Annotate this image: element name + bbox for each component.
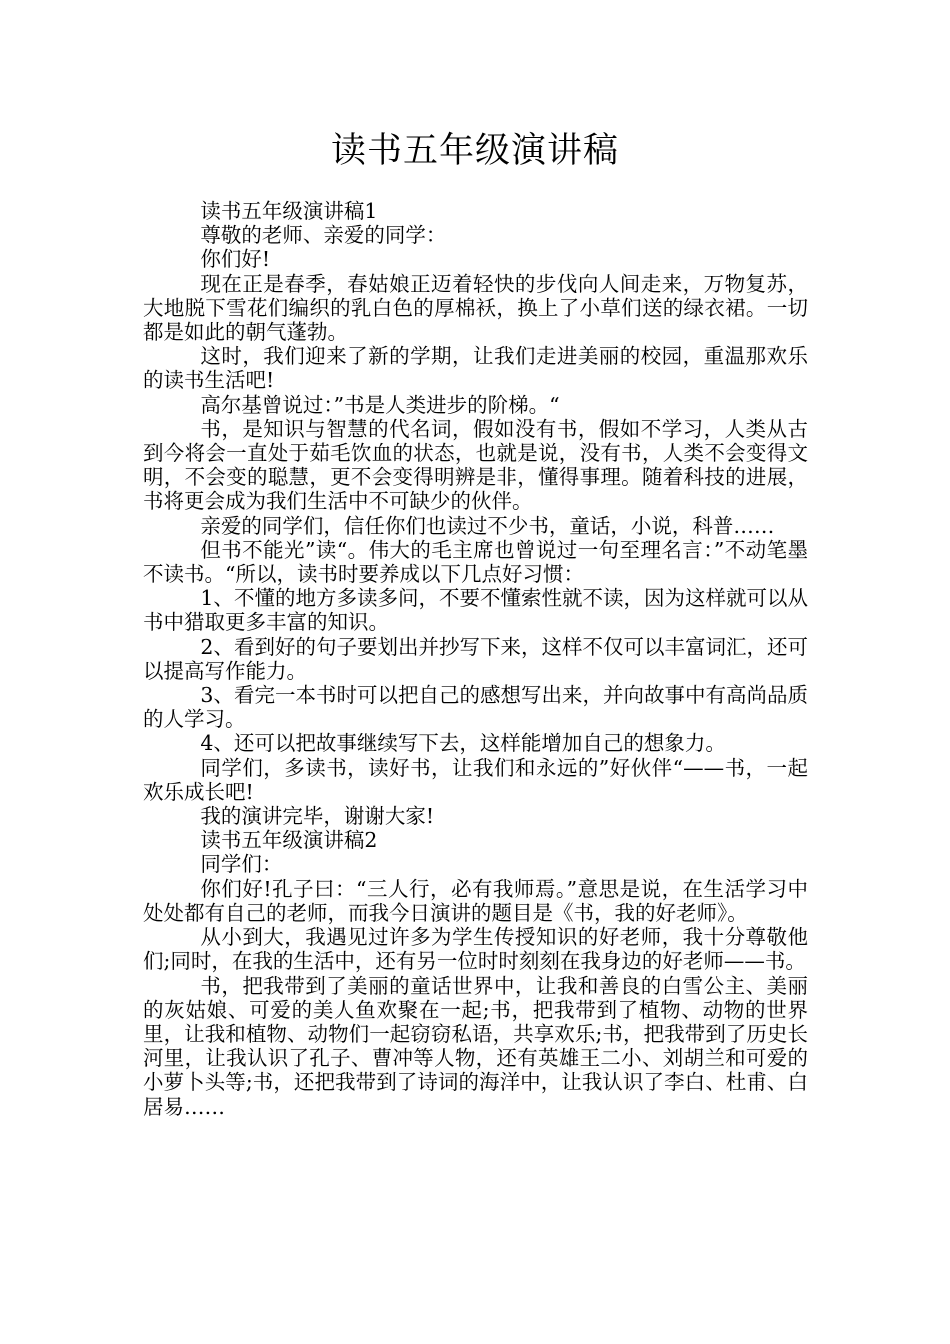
paragraph: 1、不懂的地方多读多问，不要不懂索性就不读，因为这样就可以从书中猎取更多丰富的知识。 xyxy=(143,586,808,635)
paragraph: 3、看完一本书时可以把自己的感想写出来，并向故事中有高尚品质的人学习。 xyxy=(143,683,808,732)
paragraph: 同学们： xyxy=(200,852,283,877)
paragraph: 从小到大，我遇见过许多为学生传授知识的好老师，我十分尊敬他们;同时，在我的生活中，还有另一位时时刻刻在我身边的好老师——书。 xyxy=(143,925,808,974)
paragraph: 书，是知识与智慧的代名词，假如没有书，假如不学习，人类从古到今将会一直处于茹毛饮血的状态，也就是说，没有书，人类不会变得文明，不会变的聪慧，更不会变得明辨是非，懂得事理。随着科技的进展，书将更会成为我们生活中不可缺少的伙伴。 xyxy=(143,416,808,514)
paragraph: 你们好! xyxy=(200,247,271,272)
document-body xyxy=(143,199,808,1119)
paragraph: 同学们，多读书，读好书，让我们和永远的”好伙伴“——书，一起欢乐成长吧! xyxy=(143,755,808,804)
paragraph: 这时，我们迎来了新的学期，让我们走进美丽的校园，重温那欢乐的读书生活吧! xyxy=(143,344,808,393)
paragraph: 但书不能光”读“。伟大的毛主席也曾说过一句至理名言：”不动笔墨不读书。“所以，读书时要养成以下几点好习惯： xyxy=(143,537,808,587)
paragraph: 亲爱的同学们，信任你们也读过不少书，童话，小说，科普…… xyxy=(200,513,775,538)
paragraph: 读书五年级演讲稿2 xyxy=(200,828,378,853)
paragraph: 读书五年级演讲稿1 xyxy=(200,199,378,223)
paragraph: 书，把我带到了美丽的童话世界中，让我和善良的白雪公主、美丽的灰姑娘、可爱的美人鱼欢聚在一起;书，把我带到了植物、动物的世界里，让我和植物、动物们一起窃窃私语，共享欢乐;书，把我带到了历史长河里，让我认识了孔子、曹冲等人物，还有英雄王二小、刘胡兰和可爱的小萝卜头等;书，还把我带到了诗词的海洋中，让我认识了李白、杜甫、白居易…… xyxy=(143,973,808,1119)
paragraph: 现在正是春季，春姑娘正迈着轻快的步伐向人间走来，万物复苏，大地脱下雪花们编织的乳白色的厚棉袄，换上了小草们送的绿衣裙。一切都是如此的朝气蓬勃。 xyxy=(143,271,808,345)
paragraph: 你们好!孔子曰：“三人行，必有我师焉。”意思是说，在生活学习中处处都有自己的老师，而我今日演讲的题目是《书，我的好老师》。 xyxy=(143,876,808,925)
paragraph: 2、看到好的句子要划出并抄写下来，这样不仅可以丰富词汇，还可以提高写作能力。 xyxy=(143,634,808,683)
paragraph: 尊敬的老师、亲爱的同学： xyxy=(200,223,447,248)
paragraph: 4、还可以把故事继续写下去，这样能增加自己的想象力。 xyxy=(200,731,726,756)
document-title: 读书五年级演讲稿 xyxy=(330,131,619,171)
paragraph: 我的演讲完毕，谢谢大家! xyxy=(200,804,435,829)
paragraph: 高尔基曾说过：”书是人类进步的阶梯。“ xyxy=(200,392,560,417)
